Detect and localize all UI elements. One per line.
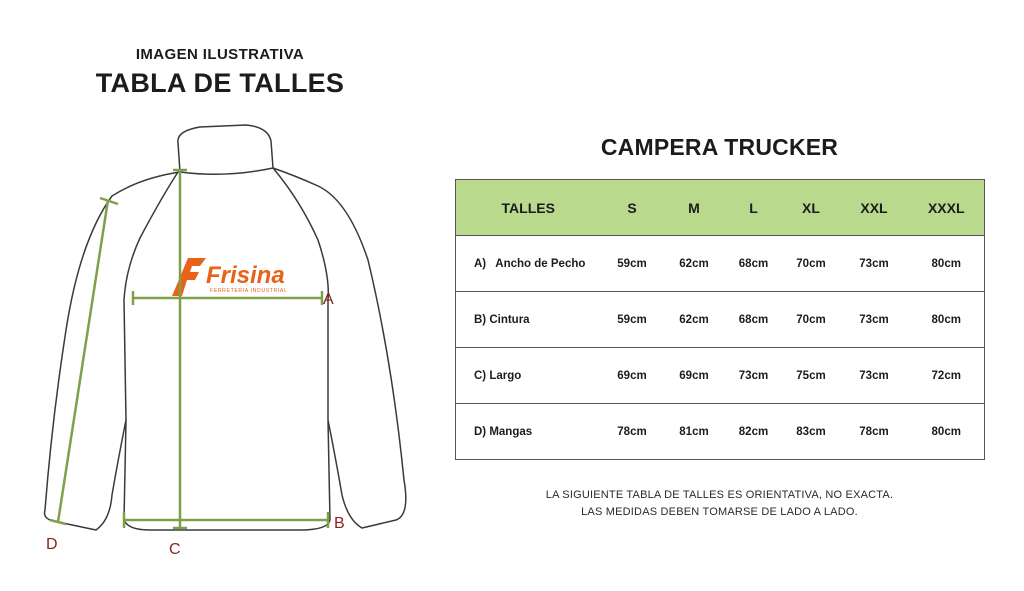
table-row — [456, 236, 985, 292]
measure-label-d: D — [46, 536, 58, 553]
table-cell: 73cm — [840, 348, 909, 404]
table-cell: 68cm — [725, 236, 783, 292]
header-size: XL — [783, 180, 840, 236]
table-cell: 80cm — [909, 292, 985, 348]
brand-logo-icon — [172, 258, 206, 296]
header-size: L — [725, 180, 783, 236]
row-label: D) Mangas — [474, 425, 533, 438]
table-cell: 75cm — [783, 348, 840, 404]
measure-line-d — [58, 200, 108, 522]
table-cell: 68cm — [725, 292, 783, 348]
row-label: C) Largo — [456, 348, 601, 404]
table-cell: 73cm — [840, 292, 909, 348]
table-cell: 83cm — [796, 425, 826, 438]
table-row — [456, 348, 985, 404]
jacket-illustration — [0, 120, 420, 591]
product-title: CAMPERA TRUCKER — [600, 134, 839, 160]
subtitle: IMAGEN ILUSTRATIVA — [135, 46, 305, 63]
table-cell: 59cm — [601, 292, 664, 348]
table-cell: 59cm — [601, 236, 664, 292]
table-cell: 70cm — [783, 292, 840, 348]
header-size: XXL — [840, 180, 909, 236]
table-cell: 62cm — [664, 236, 725, 292]
table-cell: 72cm — [909, 348, 985, 404]
size-table-header — [456, 180, 985, 236]
jacket-collar — [178, 125, 273, 174]
table-cell: 80cm — [931, 425, 961, 438]
table-cell: 62cm — [664, 292, 725, 348]
measure-label-b: B — [334, 515, 345, 532]
table-cell: 70cm — [783, 236, 840, 292]
brand-name: Frisina — [206, 262, 285, 289]
header-size: M — [664, 180, 725, 236]
table-cell: 82cm — [738, 425, 769, 438]
measure-label-c: C — [169, 541, 181, 558]
table-cell: 78cm — [617, 425, 647, 438]
table-cell: 78cm — [859, 425, 889, 438]
header-talles: TALLES — [456, 180, 601, 236]
row-label: B) Cintura — [456, 292, 601, 348]
table-cell: 69cm — [664, 348, 725, 404]
measure-label-a: A — [323, 291, 334, 308]
jacket-body — [45, 168, 406, 530]
table-row — [456, 404, 985, 460]
jacket-raglan-right — [273, 168, 328, 420]
table-cell: 81cm — [679, 425, 709, 438]
table-cell: 73cm — [840, 236, 909, 292]
table-cell: 69cm — [601, 348, 664, 404]
brand-tagline: FERRETERIA INDUSTRIAL — [210, 288, 288, 294]
header-size: S — [601, 180, 664, 236]
page-title: TABLA DE TALLES — [95, 68, 345, 98]
table-row — [456, 292, 985, 348]
row-label: A) Ancho de Pecho — [456, 236, 601, 292]
table-cell: 73cm — [725, 348, 783, 404]
brand-logo — [172, 258, 287, 296]
disclaimer-note — [455, 487, 984, 521]
table-cell: 80cm — [909, 236, 985, 292]
header-size: XXXL — [909, 180, 985, 236]
size-table — [455, 179, 985, 460]
note-line: LAS MEDIDAS DEBEN TOMARSE DE LADO A LADO. — [581, 506, 858, 518]
note-line: LA SIGUIENTE TABLA DE TALLES ES ORIENTATIVA, NO EXACTA. — [545, 489, 894, 501]
